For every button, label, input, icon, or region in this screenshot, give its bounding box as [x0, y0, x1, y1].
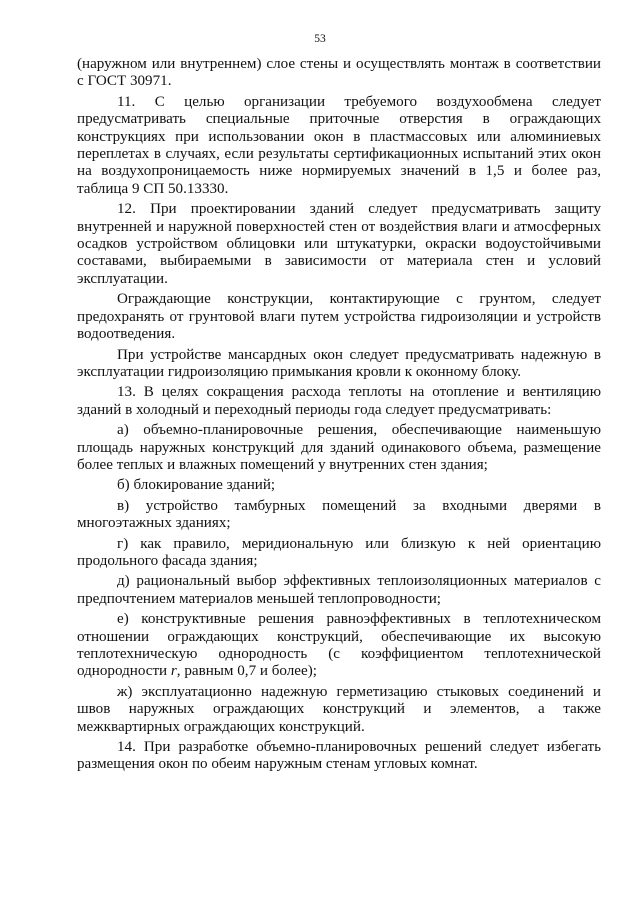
document-body	[77, 56, 601, 777]
list-item-v: в) устройство тамбурных помещений за входными дверями в многоэтажных зданиях;	[77, 497, 601, 532]
paragraph-item-14: 14. При разработке объемно-планировочных решений следует избегать размещения окон по обеим наружным стенам угловых комнат.	[77, 739, 601, 773]
paragraph-mansard-windows: При устройстве мансардных окон следует предусматривать надежную в эксплуатации гидроизоляцию примыкания кровли к оконному блоку.	[77, 346, 601, 380]
paragraph-item-11: 11. С целью организации требуемого воздухообмена следует предусматривать специальные приточные отверстия в ограждающих конструкциях при использовании окон в пластмассовых или алюминиевых переплетах в случаях, если результаты сертификационных испытаний этих окон на воздухопроницаемость ниже нормируемых значений в 1,5 и более раз, таблица 9 СП 50.13330.	[77, 93, 601, 197]
list-item-a: а) объемно-планировочные решения, обеспечивающие наименьшую площадь наружных конструкций для зданий одинакового объема, размещение более теплых и влажных помещений у внутренних стен здания;	[77, 422, 601, 473]
variable-r: r	[170, 663, 177, 680]
list-item-zh: ж) эксплуатационно надежную герметизацию стыковых соединений и швов наружных ограждающих конструкций и элементов, а также межквартирных ограждающих конструкций.	[77, 683, 601, 735]
paragraph-continuation: (наружном или внутреннем) слое стены и осуществлять монтаж в соответствии с ГОСТ 30971.	[77, 56, 601, 90]
page-number: 53	[314, 33, 326, 45]
list-item-g: г) как правило, меридиональную или близкую к ней ориентацию продольного фасада здания;	[77, 535, 601, 569]
paragraph-item-12: 12. При проектировании зданий следует предусматривать защиту внутренней и наружной поверхностей стен от воздействия влаги и атмосферных осадков устройством облицовки или штукатурки, окраски водоустойчивыми составами, выбираемыми в зависимости от материала стен и условий эксплуатации.	[77, 201, 601, 287]
paragraph-ground-contact: Ограждающие конструкции, контактирующие с грунтом, следует предохранять от грунтовой влаги путем устройства гидроизоляции и устройств водоотведения.	[77, 291, 601, 343]
list-item-d: д) рациональный выбор эффективных теплоизоляционных материалов с предпочтением материалов меньшей теплопроводности;	[77, 573, 601, 607]
list-item-b: б) блокирование зданий;	[117, 477, 276, 494]
list-item-e: е) конструктивные решения равноэффективных в теплотехническом отношении ограждающих конструкций, обеспечивающие их высокую теплотехническую однородность (с коэффициентом теплотехнической однородности r, равным 0,7 и более);	[77, 611, 601, 680]
paragraph-item-13: 13. В целях сокращения расхода теплоты на отопление и вентиляцию зданий в холодный и переходный периоды года следует предусматривать:	[77, 384, 601, 418]
